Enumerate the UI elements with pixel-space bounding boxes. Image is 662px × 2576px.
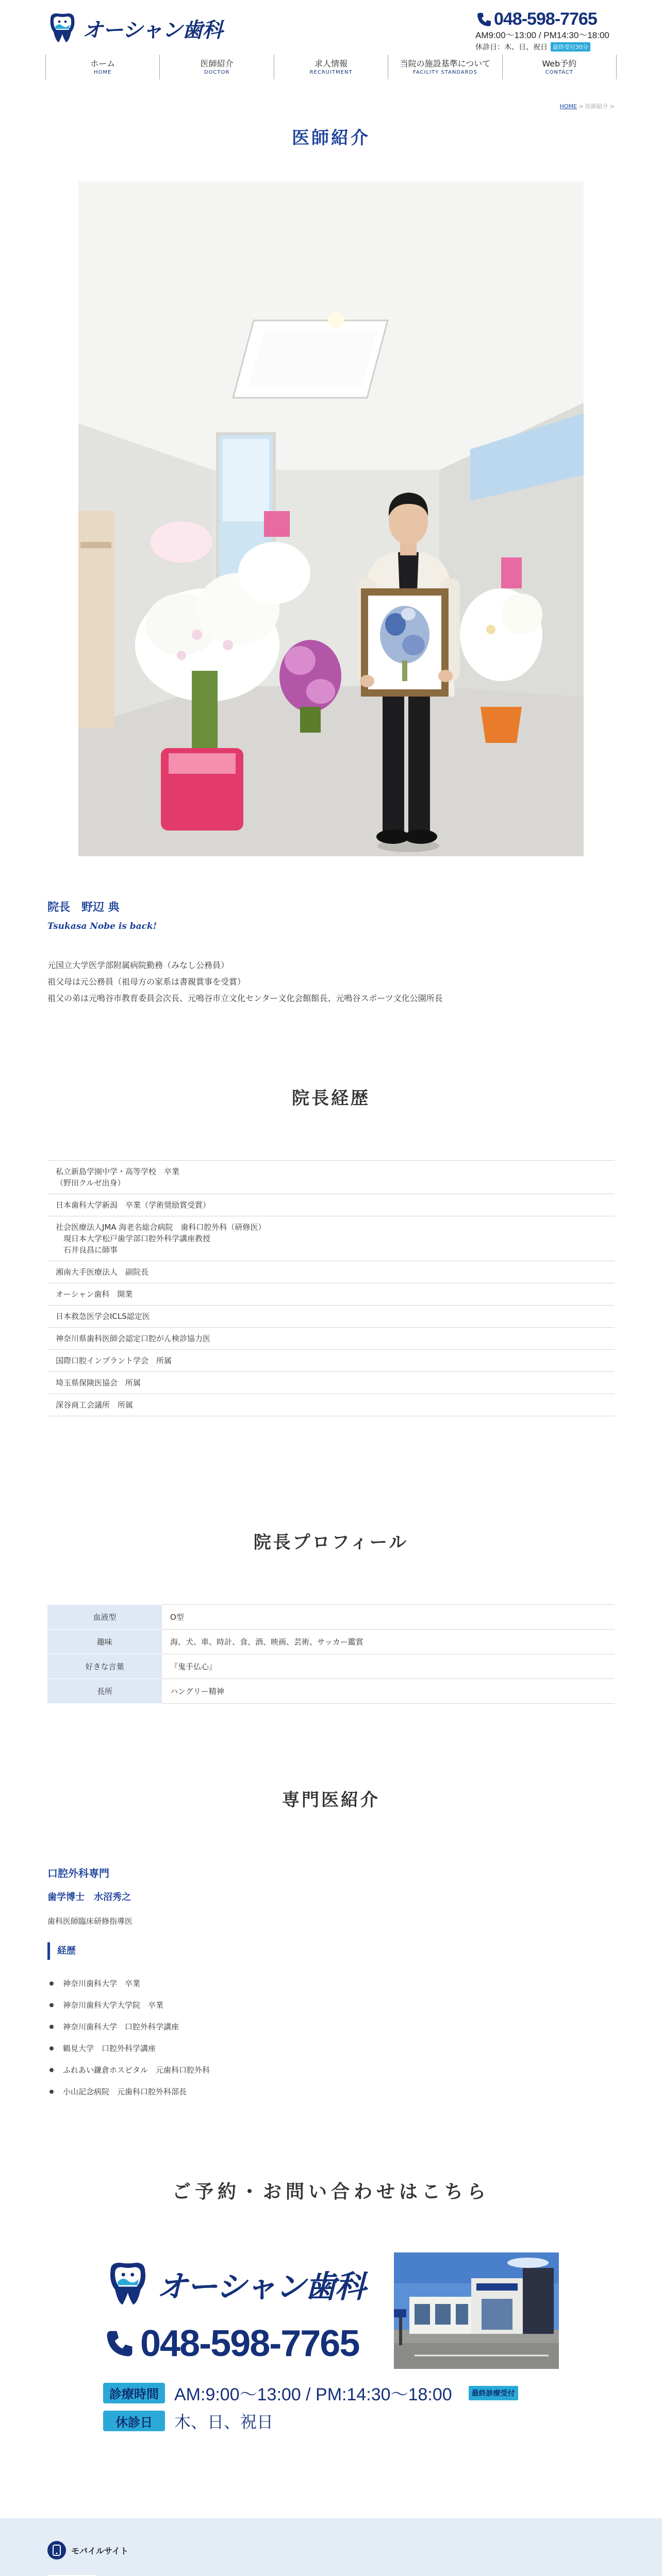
list-item: ふれあい鎌倉ホスピタル 元歯科口腔外科 [49, 2065, 210, 2087]
header-closed-text: 休診日：木、日、祝日 [475, 43, 548, 52]
career-line: 日本歯科大学新潟 卒業（学術奨励賞受賞） [56, 1200, 211, 1210]
director-photo-illustration [78, 181, 584, 856]
cta-closed-days: 木、日、祝日 [174, 2412, 274, 2432]
bio-line: 祖父の弟は元鳴谷市教育委員会次長、元鳴谷市立文化センター文化会館館長、元鳴谷スポーツ文化公園所長 [47, 993, 443, 1003]
nav-sublabel: DOCTOR [204, 69, 230, 75]
career-line: オーシャン歯科 開業 [56, 1290, 133, 1299]
list-item: 神奈川歯科大学 卒業 [49, 1978, 210, 2000]
list-item: 鶴見大学 口腔外科学講座 [49, 2043, 210, 2065]
tooth-logo-icon [45, 11, 79, 45]
director-tagline: Tsukasa Nobe is back! [47, 921, 157, 931]
director-bio [47, 957, 443, 1007]
list-item: 神奈川歯科大学大学院 卒業 [49, 2000, 210, 2022]
career-line: 社会医療法人JMA 海老名総合病院 歯科口腔外科（研修医） [56, 1223, 266, 1232]
cta-phone-number: 048-598-7765 [140, 2323, 359, 2364]
profile-label: 長所 [47, 1679, 162, 1704]
profile-value: ハングリー精神 [162, 1679, 615, 1704]
profile-label: 血液型 [47, 1605, 162, 1630]
nav-sublabel: FACILITY STANDARDS [413, 69, 477, 75]
closed-label-pill: 休診日 [103, 2411, 165, 2431]
breadcrumb-separator: > [578, 103, 584, 110]
profile-label: 趣味 [47, 1630, 162, 1654]
bio-line: 祖父母は元公務員（祖母方の家系は書親賞事を受賞） [47, 977, 246, 987]
profile-row [47, 1679, 615, 1704]
nav-sublabel: HOME [94, 69, 112, 75]
global-nav [45, 55, 617, 79]
header-closed-days [475, 42, 615, 52]
career-row [47, 1372, 615, 1394]
career-row [47, 1306, 615, 1328]
tooth-logo-icon [103, 2260, 153, 2309]
clinic-building-illustration [394, 2252, 559, 2369]
list-item: 小山記念病院 元歯科口腔外科部長 [49, 2087, 210, 2108]
director-name: 院長 野辺 典 [47, 901, 120, 914]
profile-value: 『鬼手仏心』 [162, 1654, 615, 1679]
career-line: 深谷商工会議所 所属 [56, 1400, 134, 1410]
bio-line: 元国立大学医学部附属病院勤務（みなし公務員） [47, 960, 229, 970]
career-row [47, 1261, 615, 1283]
breadcrumb-home-link[interactable]: HOME [559, 103, 577, 110]
career-line: 埼玉県保険医協会 所属 [56, 1378, 141, 1387]
specialist-section-title: 専門医紹介 [282, 1790, 380, 1810]
specialist-career-label: 経歴 [47, 1942, 76, 1960]
nav-sublabel: CONTACT [545, 69, 574, 75]
career-line: 石井良昌に師事 [56, 1245, 118, 1255]
cta-closed-row [103, 2409, 273, 2433]
career-list [47, 1160, 615, 1416]
phone-icon [103, 2327, 136, 2360]
page-title: 医師紹介 [292, 128, 370, 148]
career-row [47, 1350, 615, 1372]
nav-sublabel: RECRUITMENT [309, 69, 353, 75]
career-row [47, 1283, 615, 1306]
profile-section-title: 院長プロフィール [253, 1532, 409, 1553]
profile-row [47, 1630, 615, 1654]
cta-logo-text: オーシャン歯科 [157, 2269, 365, 2305]
site-header [0, 0, 662, 103]
mobile-site-text: モバイルサイト [71, 2546, 128, 2556]
smartphone-icon [47, 2541, 66, 2560]
cta-title: ご予約・お問い合わせはこちら [172, 2181, 490, 2202]
career-line: 日本救急医学会ICLS認定医 [56, 1312, 150, 1321]
career-row [47, 1216, 615, 1261]
career-line: 国際口腔インプラント学会 所属 [56, 1356, 172, 1365]
nav-item-home[interactable] [45, 55, 159, 79]
last-reception-badge: 最終受付30分 [551, 42, 590, 52]
specialist-name: 歯学博士 水沼秀之 [47, 1892, 131, 1903]
profile-row [47, 1654, 615, 1679]
nav-label: 医師紹介 [200, 59, 234, 69]
hours-label-pill: 診療時間 [103, 2383, 165, 2403]
breadcrumb-current: 医師紹介 > [585, 103, 615, 110]
nav-label: 求人情報 [315, 59, 348, 69]
profile-row [47, 1605, 615, 1630]
last-reception-badge: 最終診療受付 [469, 2386, 518, 2400]
profile-label: 好きな言葉 [47, 1654, 162, 1679]
director-photo [78, 181, 584, 856]
nav-label: Web予約 [542, 59, 577, 69]
career-row [47, 1328, 615, 1350]
career-line: 神奈川県歯科医師会認定口腔がん検診協力医 [56, 1334, 211, 1343]
site-logo[interactable] [45, 11, 222, 45]
specialist-career-list [49, 1978, 210, 2108]
nav-item-facility[interactable] [388, 55, 502, 79]
header-hours: AM9:00～13:00 / PM14:30～18:00 [475, 30, 609, 40]
mobile-site-label [47, 2541, 128, 2560]
career-line: （野田クルゼ出身） [56, 1178, 125, 1188]
breadcrumb [560, 102, 615, 110]
cta-hours: AM:9:00～13:00 / PM:14:30～18:00 [174, 2385, 452, 2404]
nav-item-recruitment[interactable] [274, 55, 388, 79]
career-line: 湘南大手医療法人 副院長 [56, 1267, 149, 1277]
specialist-heading: 口腔外科専門 [47, 1867, 109, 1879]
clinic-building-photo [394, 2252, 559, 2369]
cta-logo [103, 2260, 365, 2309]
career-row [47, 1394, 615, 1416]
career-line: 現日本大学松戸歯学部口腔外科学講座教授 [56, 1234, 211, 1243]
specialist-role: 歯科医師臨床研修指導医 [47, 1917, 133, 1926]
header-phone-number: 048-598-7765 [494, 9, 597, 29]
profile-value: 海、犬、車、時計、食、酒、映画、芸術、サッカー鑑賞 [162, 1630, 615, 1654]
nav-label: 当院の施設基準について [400, 59, 491, 69]
career-section-title: 院長経歴 [292, 1088, 370, 1109]
career-row [47, 1194, 615, 1216]
career-line: 私立新島学園中学・高等学校 卒業 [56, 1167, 180, 1176]
profile-value: O型 [162, 1605, 615, 1630]
list-item: 神奈川歯科大学 口腔外科学講座 [49, 2022, 210, 2043]
phone-icon [475, 11, 493, 28]
header-phone-link[interactable] [475, 9, 615, 29]
nav-item-contact[interactable] [502, 55, 617, 79]
logo-text: オーシャン歯科 [82, 18, 223, 42]
profile-table [47, 1604, 615, 1704]
cta-phone-link[interactable] [103, 2323, 359, 2365]
career-row [47, 1160, 615, 1194]
header-contact [475, 9, 615, 52]
nav-label: ホーム [90, 59, 115, 69]
cta-hours-row [103, 2380, 518, 2405]
nav-item-doctor[interactable] [159, 55, 273, 79]
